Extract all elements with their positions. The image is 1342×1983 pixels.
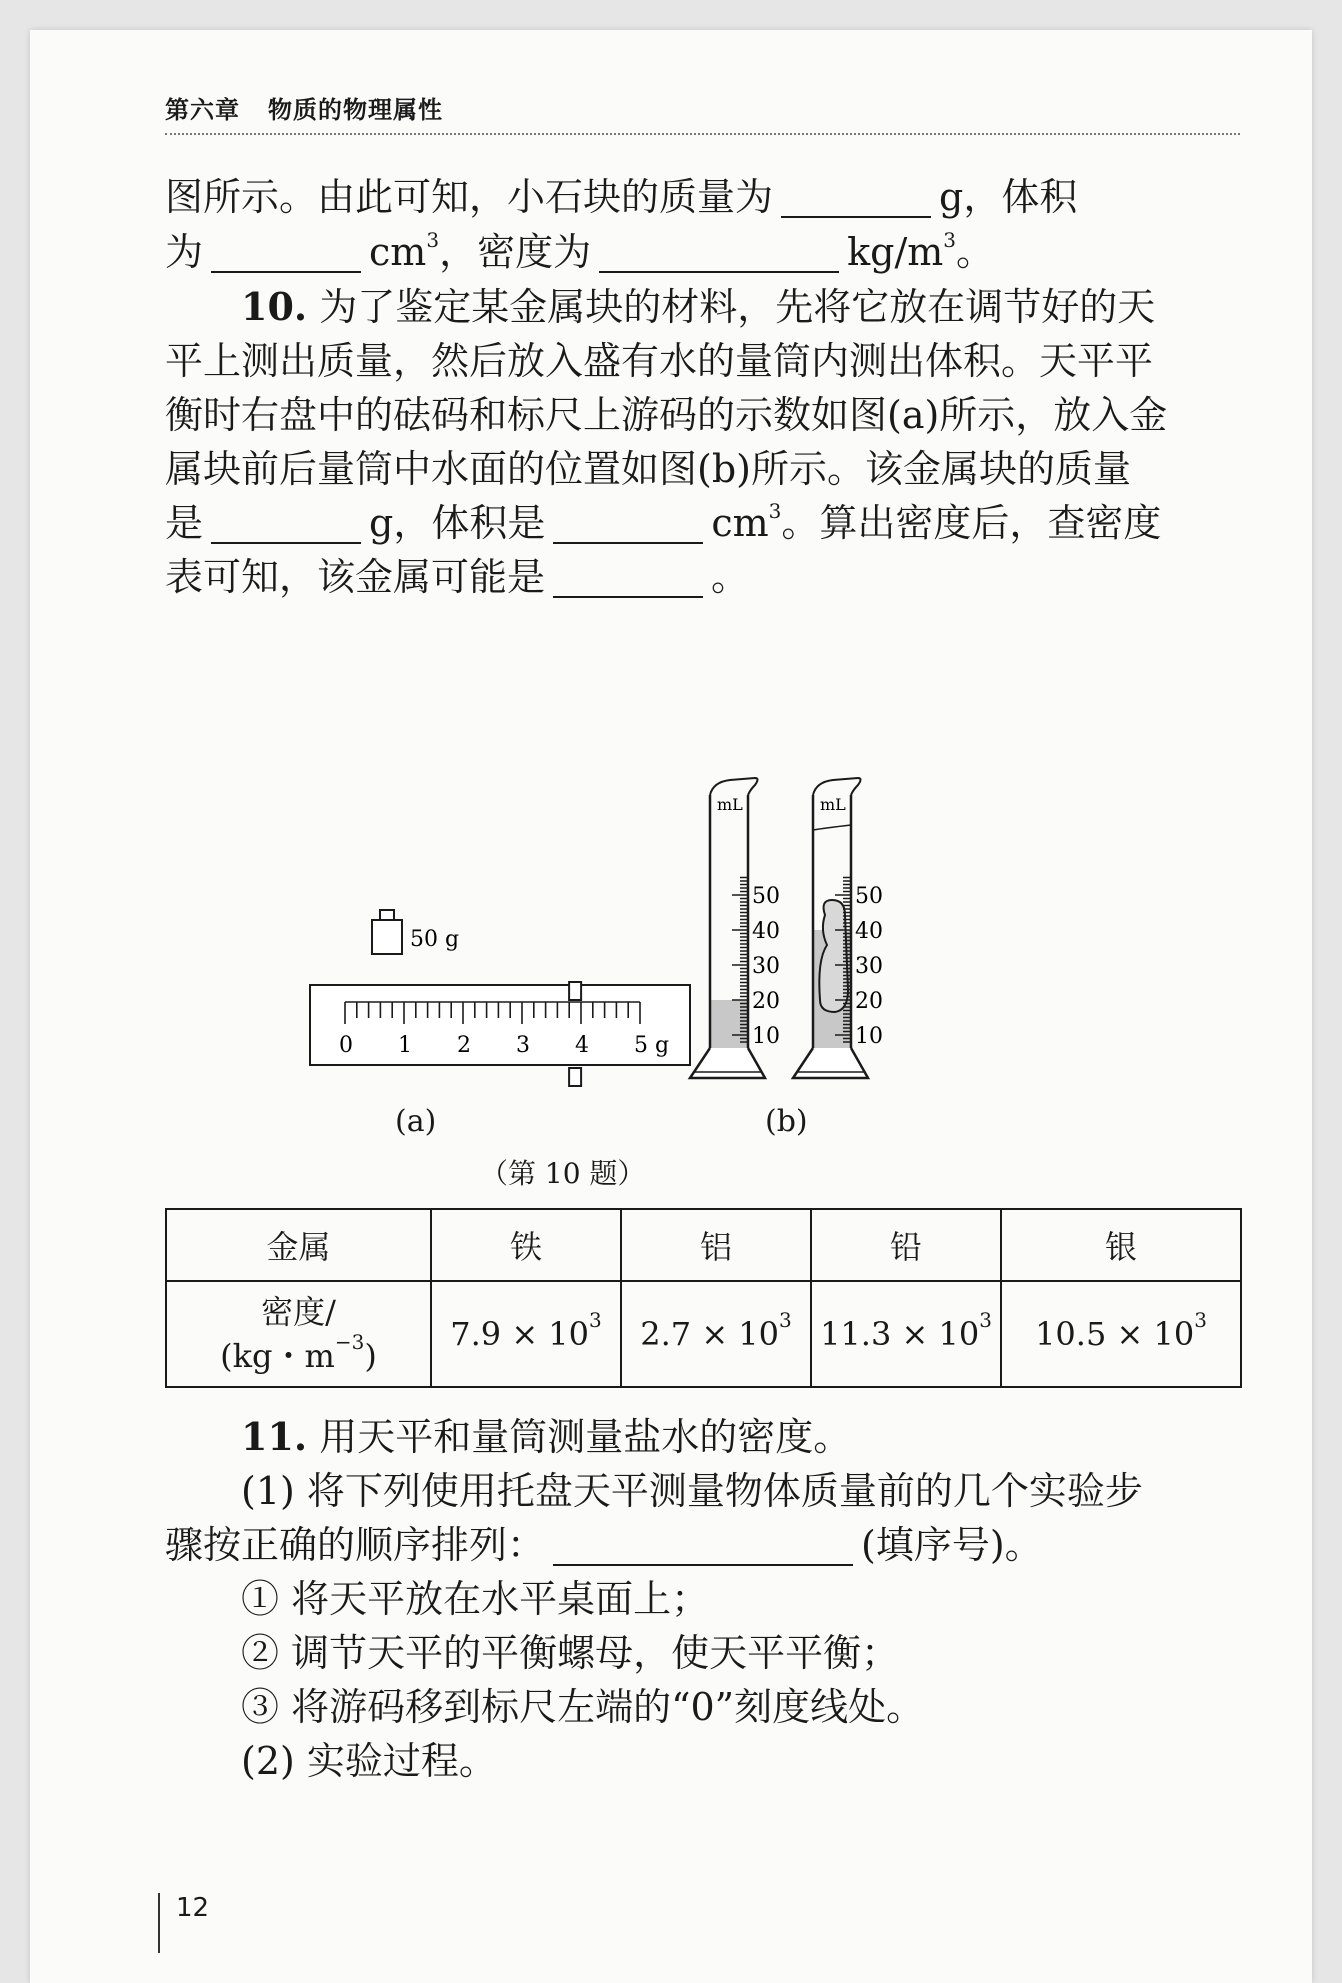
page-number: 12 (158, 1893, 209, 1953)
density-value: 11.3 × 10 (820, 1315, 980, 1353)
question-number: 11. (241, 1414, 308, 1459)
q11-text: (填序号)。 (861, 1523, 1043, 1567)
q9-text: 为 (165, 230, 204, 274)
figure-drawing (165, 760, 1240, 1180)
q9-line-1 (165, 170, 1240, 224)
unit-kgm: kg/m (847, 230, 944, 274)
scale-label: 1 (398, 1033, 412, 1058)
cylinder-a (690, 778, 780, 1078)
q11-line-1 (165, 1410, 1316, 1464)
answer-blank[interactable] (553, 502, 703, 544)
q11-title: 用天平和量筒测量盐水的密度。 (319, 1415, 852, 1459)
figure-q10 (165, 760, 1240, 1190)
q11-part1-line1: (1) 将下列使用托盘天平测量物体质量前的几个实验步 (241, 1469, 1143, 1513)
q10-line-3: 衡时右盘中的砝码和标尺上游码的示数如图(a)所示，放入金 (165, 393, 1168, 437)
q11-part2: (2) 实验过程。 (241, 1739, 497, 1783)
density-value: 10.5 × 10 (1035, 1315, 1195, 1353)
q9-line-2 (165, 225, 1240, 279)
q9-unit: g，体积 (939, 175, 1078, 219)
cylinder-label: 40 (752, 919, 780, 944)
metal-block (819, 900, 848, 1012)
table-cell (811, 1281, 1001, 1387)
q11-text: 骤按正确的顺序排列： (165, 1523, 546, 1567)
unit-cm: cm (711, 501, 769, 545)
table-row (166, 1281, 1241, 1387)
cylinder-b-unit: mL (820, 795, 846, 814)
answer-blank[interactable] (211, 231, 361, 273)
cylinder-label: 30 (752, 954, 780, 979)
q9-text: 。 (956, 230, 995, 274)
step-2: ② 调节天平的平衡螺母，使天平平衡； (241, 1631, 900, 1675)
q11-part1-line2 (165, 1518, 1240, 1572)
rider-bottom (569, 1068, 581, 1086)
table-cell: 铅 (811, 1209, 1001, 1281)
answer-blank[interactable] (553, 1524, 853, 1566)
caption-b: (b) (765, 1104, 808, 1139)
q10-line-5 (165, 496, 1240, 550)
chapter-label: 第六章 (165, 96, 240, 124)
question-number: 10. (241, 284, 308, 329)
q10-text: 表可知，该金属可能是 (165, 555, 546, 599)
exponent: 3 (589, 1308, 602, 1332)
table-cell: 铝 (621, 1209, 811, 1281)
q10-line-6 (165, 550, 1240, 604)
q10-text: 为了鉴定某金属块的材料，先将它放在调节好的天 (319, 285, 1156, 329)
answer-blank[interactable] (781, 176, 931, 218)
scale-label: 3 (516, 1033, 530, 1058)
running-header (165, 90, 1240, 135)
row-label-line2: (kg・m (220, 1337, 335, 1375)
table-header-row (166, 1209, 1241, 1281)
scale-label: 5 g (634, 1033, 670, 1058)
table-row-label (166, 1281, 431, 1387)
row-label-close: ) (364, 1337, 377, 1375)
exponent: 3 (768, 499, 782, 523)
scale-label: 0 (339, 1033, 353, 1058)
cylinder-a-unit: mL (717, 795, 743, 814)
cylinder-label: 20 (855, 989, 883, 1014)
cylinder-label: 40 (855, 919, 883, 944)
answer-blank[interactable] (211, 502, 361, 544)
table-cell: 银 (1001, 1209, 1241, 1281)
table-cell: 铁 (431, 1209, 621, 1281)
exponent: 3 (943, 228, 957, 252)
scale-label: 2 (457, 1033, 471, 1058)
scale-label: 4 (575, 1033, 589, 1058)
q9-text: ，密度为 (439, 230, 592, 274)
figure-caption: （第 10 题） (480, 1157, 646, 1190)
exponent: 3 (779, 1308, 792, 1332)
table-cell (431, 1281, 621, 1387)
q10-text: 。 (711, 555, 750, 599)
exponent: 3 (979, 1308, 992, 1332)
cylinder-label: 50 (855, 884, 883, 909)
density-value: 2.7 × 10 (640, 1315, 780, 1353)
caption-a: (a) (395, 1104, 437, 1139)
chapter-title: 物质的物理属性 (268, 96, 443, 124)
q9-text: 图所示。由此可知，小石块的质量为 (165, 175, 774, 219)
density-value: 7.9 × 10 (450, 1315, 590, 1353)
table-cell (1001, 1281, 1241, 1387)
weight-icon (372, 910, 402, 954)
answer-blank[interactable] (599, 231, 839, 273)
table-cell: 金属 (166, 1209, 431, 1281)
step-3: ③ 将游码移到标尺左端的“0”刻度线处。 (241, 1685, 925, 1729)
q10-line-2: 平上测出质量，然后放入盛有水的量筒内测出体积。天平平 (165, 339, 1154, 383)
exponent: 3 (1194, 1308, 1207, 1332)
step-1: ① 将天平放在水平桌面上； (241, 1577, 710, 1621)
cylinder-b (793, 778, 883, 1078)
cylinder-label: 20 (752, 989, 780, 1014)
q10-text: 是 (165, 501, 204, 545)
cylinder-label: 10 (855, 1024, 883, 1049)
q10-text: g，体积是 (369, 501, 546, 545)
exponent: −3 (334, 1330, 365, 1354)
table-cell (621, 1281, 811, 1387)
density-table (165, 1208, 1242, 1388)
answer-blank[interactable] (553, 556, 703, 598)
cylinder-label: 50 (752, 884, 780, 909)
q10-text: 。算出密度后，查密度 (781, 501, 1162, 545)
q10-line-1 (165, 280, 1316, 334)
weight-label: 50 g (410, 927, 460, 952)
row-label-line1: 密度/ (261, 1293, 336, 1331)
rider-top (569, 982, 581, 1000)
cylinder-label: 30 (855, 954, 883, 979)
exponent: 3 (426, 228, 440, 252)
page (30, 30, 1312, 1983)
q10-line-4: 属块前后量筒中水面的位置如图(b)所示。该金属块的质量 (165, 447, 1131, 491)
unit-cm: cm (369, 230, 427, 274)
cylinder-label: 10 (752, 1024, 780, 1049)
scale-bar (310, 985, 690, 1065)
